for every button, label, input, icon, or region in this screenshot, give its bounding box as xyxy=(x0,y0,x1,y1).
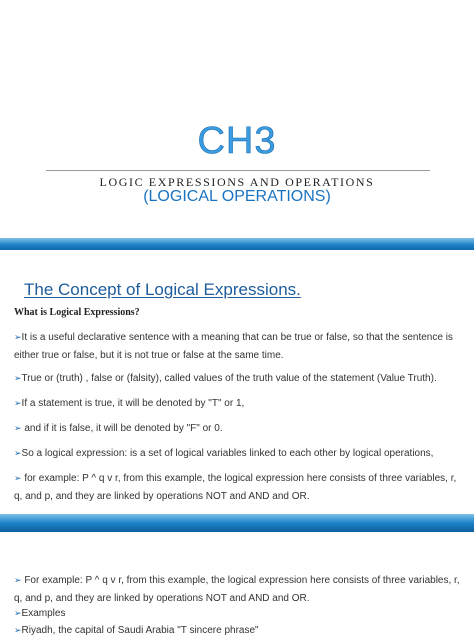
bullet-paragraph: ➢Examples xyxy=(14,608,66,619)
bullet-paragraph: ➢ and if it is false, it will be denoted by "F" or 0. xyxy=(14,423,223,434)
chapter-subtitle-2: (LOGICAL OPERATIONS) xyxy=(143,188,331,205)
arrow-bullet-icon: ➢ xyxy=(14,373,22,383)
slide-divider-band xyxy=(0,514,474,532)
arrow-bullet-icon: ➢ xyxy=(14,423,22,433)
bullet-paragraph: ➢True or (truth) , false or (falsity), called values of the truth value of the statement (Value Truth). xyxy=(14,373,437,384)
arrow-bullet-icon: ➢ xyxy=(14,608,22,618)
bullet-paragraph: ➢ for example: P ^ q v r, from this example, the logical expression here consists of three variables, r, q, and p, and they are linked by operations NOT and AND and OR. xyxy=(14,473,457,502)
arrow-bullet-icon: ➢ xyxy=(14,332,22,342)
question-label: What is Logical Expressions? xyxy=(14,307,140,318)
arrow-bullet-icon: ➢ xyxy=(14,398,22,408)
arrow-bullet-icon: ➢ xyxy=(14,625,22,635)
chapter-title: CH3 xyxy=(197,120,277,162)
bullet-paragraph: ➢ For example: P ^ q v r, from this example, the logical expression here consists of three variables, r, q, and p, and they are linked by operations NOT and AND and OR. xyxy=(14,575,460,604)
bullet-paragraph: ➢It is a useful declarative sentence with a meaning that can be true or false, so that the sentence is either true or false, but it is not true or false at the same time. xyxy=(14,332,453,361)
title-divider xyxy=(46,170,430,171)
bullet-paragraph: ➢Riyadh, the capital of Saudi Arabia "T sincere phrase" xyxy=(14,625,259,636)
title-slide xyxy=(0,0,474,238)
bullet-paragraph: ➢If a statement is true, it will be denoted by "T" or 1, xyxy=(14,398,245,409)
bullet-paragraph: ➢So a logical expression: is a set of logical variables linked to each other by logical operations, xyxy=(14,448,434,459)
arrow-bullet-icon: ➢ xyxy=(14,575,22,585)
arrow-bullet-icon: ➢ xyxy=(14,473,22,483)
arrow-bullet-icon: ➢ xyxy=(14,448,22,458)
chapter-subtitle: LOGIC EXPRESSIONS AND OPERATIONS xyxy=(99,175,375,189)
slide-heading: The Concept of Logical Expressions. xyxy=(24,280,301,299)
